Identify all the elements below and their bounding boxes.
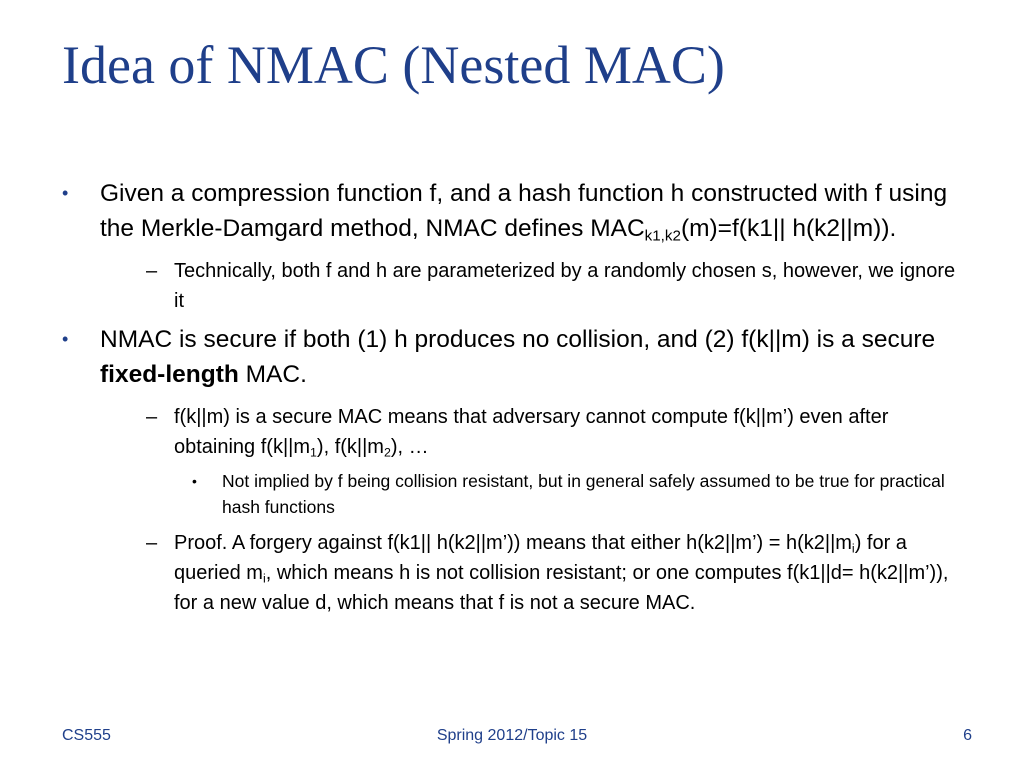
dash-marker: – [146,532,158,554]
footer-page-number: 6 [963,727,972,744]
sub-bullet-1-1-text: Technically, both f and h are parameterized by a randomly chosen s, however, we ignore it [174,260,956,312]
bullet-marker: • [192,473,197,489]
sub-sub-bullet-2-1-1-text: Not implied by f being collision resistant, but in general safely assumed to be true for practical hash functions [222,471,945,517]
sub-bullet-2-2 [146,528,970,618]
subscript: 1 [310,445,317,460]
subscript: i [262,571,266,586]
bullet-2-bold-text: fixed-length [100,361,239,388]
dash-marker: – [146,260,158,282]
sub-bullet-2-2-text: Proof. A forgery against f(k1|| h(k2||m’)) means that either h(k2||m’) = h(k2||m [174,532,852,554]
bullet-1-text: Given a compression function f, and a hash function h constructed with f using the Merkle-Damgard method, NMAC defines MAC [100,180,948,242]
sub-bullet-2-2-text-mid: ) for a queried m [174,532,907,584]
subscript: i [851,541,855,556]
sub-bullet-2-1-text: f(k||m) is a secure MAC means that adversary cannot compute f(k||m’) even after obtaining f(k||m [174,406,889,458]
slide-body [62,176,972,624]
bullet-marker: • [62,183,69,203]
dash-marker: – [146,406,158,428]
sub-bullet-2-2-text-end: , which means h is not collision resistant; or one computes f(k1||d= h(k2||m’)), for a new value d, which means that f is not a secure MAC. [174,562,949,614]
subscript: 2 [383,445,391,460]
bullet-2 [62,322,972,392]
bullet-2-text-end: MAC. [238,361,307,388]
slide-title: Idea of NMAC (Nested MAC) [62,35,725,95]
bullet-marker: • [62,329,69,349]
footer-course: CS555 [62,727,111,744]
sub-bullet-2-1-text-end: ), … [390,436,429,458]
sub-sub-bullet-2-1-1 [192,468,972,520]
bullet-1-text-end: (m)=f(k1|| h(k2||m)). [680,215,897,242]
sub-bullet-2-1-text-mid: ), f(k||m [316,436,384,458]
bullet-1-subscript: k1,k2 [644,227,681,245]
bullet-2-text: NMAC is secure if both (1) h produces no collision, and (2) f(k||m) is a secure [100,326,936,353]
sub-bullet-2-1 [146,402,970,462]
sub-bullet-1-1 [146,256,970,316]
footer-term-topic: Spring 2012/Topic 15 [436,727,588,744]
bullet-1 [62,176,972,246]
